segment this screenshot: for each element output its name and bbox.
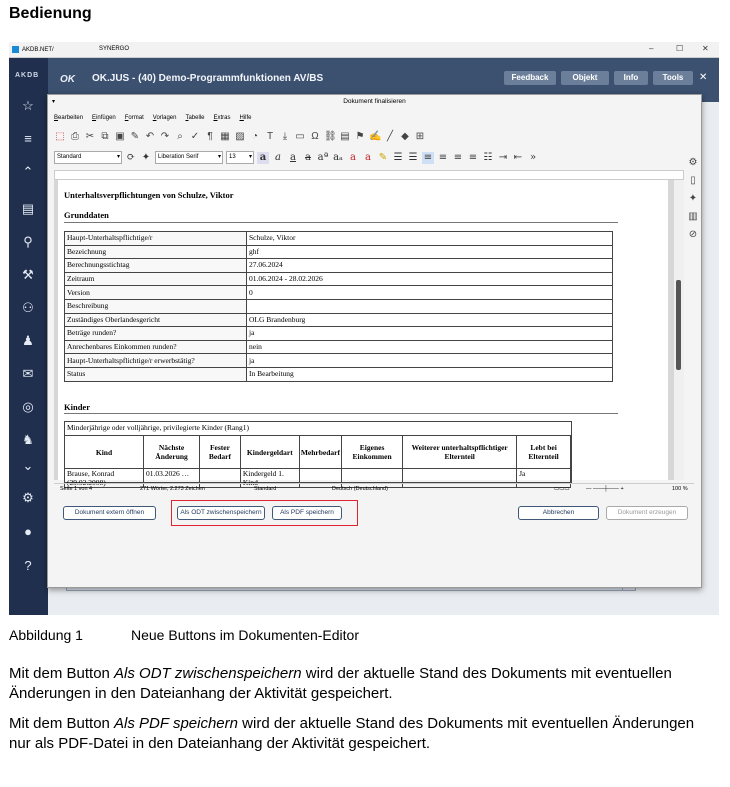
menu-extras[interactable]: Extras <box>213 115 231 121</box>
status-page: Seite 1 von 4 <box>60 486 93 492</box>
akdb-logo-icon <box>12 46 19 53</box>
people-icon[interactable]: ⚇ <box>22 300 34 315</box>
target-icon[interactable]: ◎ <box>22 399 34 414</box>
status-style: Standard <box>254 486 277 492</box>
field-label: Zeitraum <box>65 272 247 286</box>
field-value: In Bearbeitung <box>247 367 613 381</box>
cut-icon[interactable]: ✂ <box>85 131 95 142</box>
formatting-toolbar <box>54 150 690 165</box>
field-label: Haupt-Unterhaltspflichtige/r erwerbstätig? <box>65 354 247 368</box>
view-layout-icon[interactable]: ▭▭▭ <box>554 486 570 492</box>
section-rule <box>64 222 618 223</box>
cancel-button[interactable]: Abbrechen <box>518 506 599 520</box>
paste-icon[interactable]: ▣ <box>115 131 125 142</box>
status-zoom[interactable]: 100 % <box>672 486 688 492</box>
status-words: 271 Wörter, 2.273 Zeichen <box>140 486 205 492</box>
chart-icon[interactable]: ◔ <box>251 131 259 142</box>
field-value: 0 <box>247 286 613 300</box>
finalize-dialog <box>47 94 702 588</box>
superscript-icon[interactable]: aª <box>317 151 329 163</box>
more-icon[interactable]: » <box>529 151 537 163</box>
dialog-menu-icon[interactable]: ▾ <box>52 99 56 105</box>
maximize-icon[interactable]: ☐ <box>676 44 684 53</box>
image-icon[interactable]: ▨ <box>235 131 245 142</box>
form-icon[interactable]: ▤ <box>21 201 35 216</box>
numbering-icon[interactable]: ☰ <box>408 151 418 163</box>
redo-icon[interactable]: ↷ <box>160 131 170 142</box>
window-tab-akdb[interactable]: AKDB.NET/ <box>22 46 54 53</box>
field-label: Berechnungsstichtag <box>65 259 247 273</box>
column-header: Nächste Änderung <box>144 436 200 469</box>
minimize-icon[interactable]: – <box>649 44 654 53</box>
page-icon[interactable]: ▯ <box>690 175 696 186</box>
bold-icon[interactable]: a <box>257 152 269 164</box>
document-scrollbar[interactable] <box>674 180 684 480</box>
sidebar <box>9 58 48 615</box>
table-cell: Ja <box>517 469 571 488</box>
window-titlebar <box>9 42 719 58</box>
field-value: ja <box>247 354 613 368</box>
info-button[interactable]: Info <box>614 71 648 85</box>
field-label: Anrechenbares Einkommen runden? <box>65 340 247 354</box>
app-logo: OK <box>60 74 75 85</box>
kinder-table <box>64 435 571 488</box>
bookmark-icon[interactable]: ⚑ <box>355 131 365 142</box>
table-row <box>65 299 613 313</box>
align-right-icon[interactable]: ≡ <box>453 151 463 163</box>
grid-icon[interactable]: ⊞ <box>415 131 425 142</box>
table-cell: Brause, Konrad (29.02.2008) <box>65 469 144 488</box>
new-style-icon[interactable]: ✦ <box>141 151 151 163</box>
paragraph-pdf <box>9 714 709 754</box>
formatting-marks-icon[interactable]: ¶ <box>207 131 213 142</box>
user-key-icon[interactable]: ♞ <box>22 432 34 447</box>
status-language: Deutsch (Deutschland) <box>332 486 388 492</box>
close-window-icon[interactable]: ✕ <box>702 44 709 53</box>
sidebar-brand: AKDB <box>15 72 40 79</box>
field-value: OLG Brandenburg <box>247 313 613 327</box>
star-icon[interactable]: ☆ <box>22 98 34 113</box>
window-tab-synergo[interactable]: SYNERGO <box>99 46 130 52</box>
clone-format-icon[interactable]: ✎ <box>130 131 140 142</box>
tools-button[interactable]: Tools <box>653 71 693 85</box>
table-row <box>65 259 613 273</box>
paragraph-odt <box>9 664 709 704</box>
settings-icon[interactable]: ⚙ <box>22 490 34 505</box>
menu-bearbeiten[interactable]: Bearbeiten <box>54 115 84 121</box>
line-spacing-icon[interactable]: ☷ <box>483 151 493 163</box>
app-title: OK.JUS - (40) Demo-Programmfunktionen AV/BS <box>92 73 324 84</box>
indent-icon[interactable]: ⇥ <box>498 151 508 163</box>
generate-document-button: Dokument erzeugen <box>606 506 688 520</box>
field-icon[interactable]: ▭ <box>295 131 305 142</box>
section-heading: Bedienung <box>9 5 92 22</box>
menu-vorlagen[interactable]: Vorlagen <box>152 115 177 121</box>
footnote-icon[interactable]: ▤ <box>340 131 350 142</box>
screenshot <box>9 42 719 615</box>
table-row <box>65 313 613 327</box>
table-row <box>65 327 613 341</box>
save-odt-button[interactable]: Als ODT zwischenspeichern <box>177 506 265 520</box>
field-label: Beträge runden? <box>65 327 247 341</box>
font-select[interactable]: Liberation Serif ▾ <box>155 151 223 164</box>
field-value: 27.06.2024 <box>247 259 613 273</box>
update-style-icon[interactable]: ⟳ <box>126 151 136 163</box>
column-header: Eigenes Einkommen <box>341 436 402 469</box>
field-value: nein <box>247 340 613 354</box>
close-app-icon[interactable]: ✕ <box>699 72 708 83</box>
column-header: Weiterer unterhaltspflichtiger Elternteil <box>403 436 517 469</box>
strikethrough-icon[interactable]: a <box>305 151 311 163</box>
help-icon[interactable]: ? <box>24 558 32 573</box>
menu-icon[interactable]: ≡ <box>24 131 32 146</box>
justify-icon[interactable]: ≡ <box>468 151 478 163</box>
mail-icon[interactable]: ✉ <box>22 366 34 381</box>
zoom-slider[interactable]: — ——┼—— + <box>586 486 624 492</box>
underline-icon[interactable]: a <box>290 151 296 163</box>
clear-format-icon[interactable]: a <box>350 151 356 163</box>
table-icon[interactable]: ▦ <box>220 131 230 142</box>
document-page[interactable] <box>58 180 668 487</box>
field-label: Bezeichnung <box>65 245 247 259</box>
table-cell: Kindergeld 1. Kind <box>240 469 299 488</box>
column-header: Kindergeldart <box>240 436 299 469</box>
collapse-icon[interactable]: ⌃ <box>22 164 34 179</box>
gallery-icon[interactable]: ▥ <box>688 211 698 222</box>
italic-icon[interactable]: a <box>275 151 281 163</box>
export-pdf-icon[interactable]: ⬚ <box>55 131 65 142</box>
menu-einfuegen[interactable]: Einfügen <box>92 115 116 121</box>
font-color-icon[interactable]: a <box>365 151 371 163</box>
kinder-box <box>64 421 572 487</box>
undo-icon[interactable]: ↶ <box>145 131 155 142</box>
field-value <box>247 299 613 313</box>
special-char-icon[interactable]: Ω <box>311 131 319 142</box>
paragraph-text: wird der aktuelle Stand des Dokuments mit eventuellen Änderungen nur als PDF-Datei in den Dateianhang der Aktivität gespeichert. <box>9 715 695 752</box>
wrench-icon[interactable]: ⚒ <box>22 267 34 282</box>
find-icon[interactable]: ⌕ <box>177 131 183 142</box>
status-bar <box>54 483 694 495</box>
field-label: Beschreibung <box>65 299 247 313</box>
menu-tabelle[interactable]: Tabelle <box>185 115 205 121</box>
page-break-icon[interactable]: ⤓ <box>282 131 288 142</box>
sidebar-deck <box>685 157 701 247</box>
field-value: 01.06.2024 - 28.02.2026 <box>247 272 613 286</box>
table-row <box>65 272 613 286</box>
scroll-thumb[interactable] <box>676 280 681 370</box>
paragraph-style-select[interactable]: Standard ▾ <box>54 151 122 164</box>
copy-icon[interactable]: ⧉ <box>101 131 109 142</box>
grunddaten-table <box>64 231 613 382</box>
field-value: Schulze, Viktor <box>247 232 613 246</box>
styles-icon[interactable]: ✦ <box>688 193 698 204</box>
table-cell: 01.03.2026 … <box>144 469 200 488</box>
save-pdf-button[interactable]: Als PDF speichern <box>272 506 342 520</box>
dialog-button-row <box>48 500 701 524</box>
column-header: Mehrbedarf <box>299 436 341 469</box>
field-value: ja <box>247 327 613 341</box>
section-grunddaten: Grunddaten <box>64 210 109 220</box>
table-row <box>65 232 613 246</box>
document-area[interactable] <box>54 180 674 487</box>
spellcheck-icon[interactable]: ✓ <box>190 131 200 142</box>
navigator-icon[interactable]: ⊘ <box>688 229 698 240</box>
field-label: Version <box>65 286 247 300</box>
print-icon[interactable]: ⎙ <box>71 131 79 142</box>
link-icon[interactable]: ⛓ <box>324 131 337 142</box>
kinder-caption: Minderjährige oder volljährige, privilegierte Kinder (Rang1) <box>67 423 250 432</box>
objekt-button[interactable]: Objekt <box>561 71 609 85</box>
align-left-icon[interactable]: ≡ <box>423 151 433 163</box>
expand-icon[interactable]: ⌄ <box>22 458 34 473</box>
bullets-icon[interactable]: ☰ <box>393 151 403 163</box>
ruler[interactable] <box>54 170 684 180</box>
doc-title: Unterhaltsverpflichtungen von Schulze, Viktor <box>64 190 234 200</box>
font-size-select[interactable]: 13 ▾ <box>226 151 254 164</box>
textbox-icon[interactable]: T <box>266 131 274 142</box>
section-kinder: Kinder <box>64 402 90 412</box>
figure-label: Abbildung 1 <box>9 627 83 643</box>
subscript-icon[interactable]: aₐ <box>333 151 343 163</box>
column-header: Fester Bedarf <box>200 436 241 469</box>
paragraph-text: Mit dem Button <box>9 665 115 682</box>
field-label: Status <box>65 367 247 381</box>
field-label: Haupt-Unterhaltspflichtige/r <box>65 232 247 246</box>
field-label: Zuständiges Oberlandesgericht <box>65 313 247 327</box>
table-row <box>65 245 613 259</box>
column-header: Lebt bei Elternteil <box>517 436 571 469</box>
outdent-icon[interactable]: ⇤ <box>513 151 523 163</box>
properties-icon[interactable]: ⚙ <box>688 157 698 168</box>
person-icon[interactable]: ● <box>24 524 32 539</box>
menu-hilfe[interactable]: Hilfe <box>239 115 252 121</box>
align-center-icon[interactable]: ≡ <box>438 151 448 163</box>
button-name: Als ODT zwischenspeichern <box>114 665 302 682</box>
table-row <box>65 340 613 354</box>
paragraph-text: Mit dem Button <box>9 715 115 732</box>
paragraph-text: wird der aktuelle Stand des Dokuments mit eventuellen Änderungen in den Dateianhang der Aktivität gespeichert. <box>9 665 672 702</box>
feedback-button[interactable]: Feedback <box>504 71 556 85</box>
shapes-icon[interactable]: ◆ <box>401 131 409 142</box>
section-rule <box>64 413 618 414</box>
table-row <box>65 367 613 381</box>
standard-toolbar <box>54 129 684 145</box>
open-external-button[interactable]: Dokument extern öffnen <box>63 506 156 520</box>
button-name: Als PDF speichern <box>114 715 238 732</box>
dialog-title: Dokument finalisieren <box>343 98 406 105</box>
comment-icon[interactable]: ✍ <box>369 131 382 142</box>
family-icon[interactable]: ♟ <box>22 333 34 348</box>
figure-caption: Neue Buttons im Dokumenten-Editor <box>131 627 359 643</box>
line-icon[interactable]: ╱ <box>386 131 394 142</box>
table-row <box>65 286 613 300</box>
menu-bar <box>54 115 252 125</box>
menu-format[interactable]: Format <box>124 115 144 121</box>
pin-icon[interactable]: ⚲ <box>23 234 33 249</box>
column-header: Kind <box>65 436 144 469</box>
field-value: ghf <box>247 245 613 259</box>
table-row <box>65 354 613 368</box>
highlight-icon[interactable]: ✎ <box>378 151 388 163</box>
